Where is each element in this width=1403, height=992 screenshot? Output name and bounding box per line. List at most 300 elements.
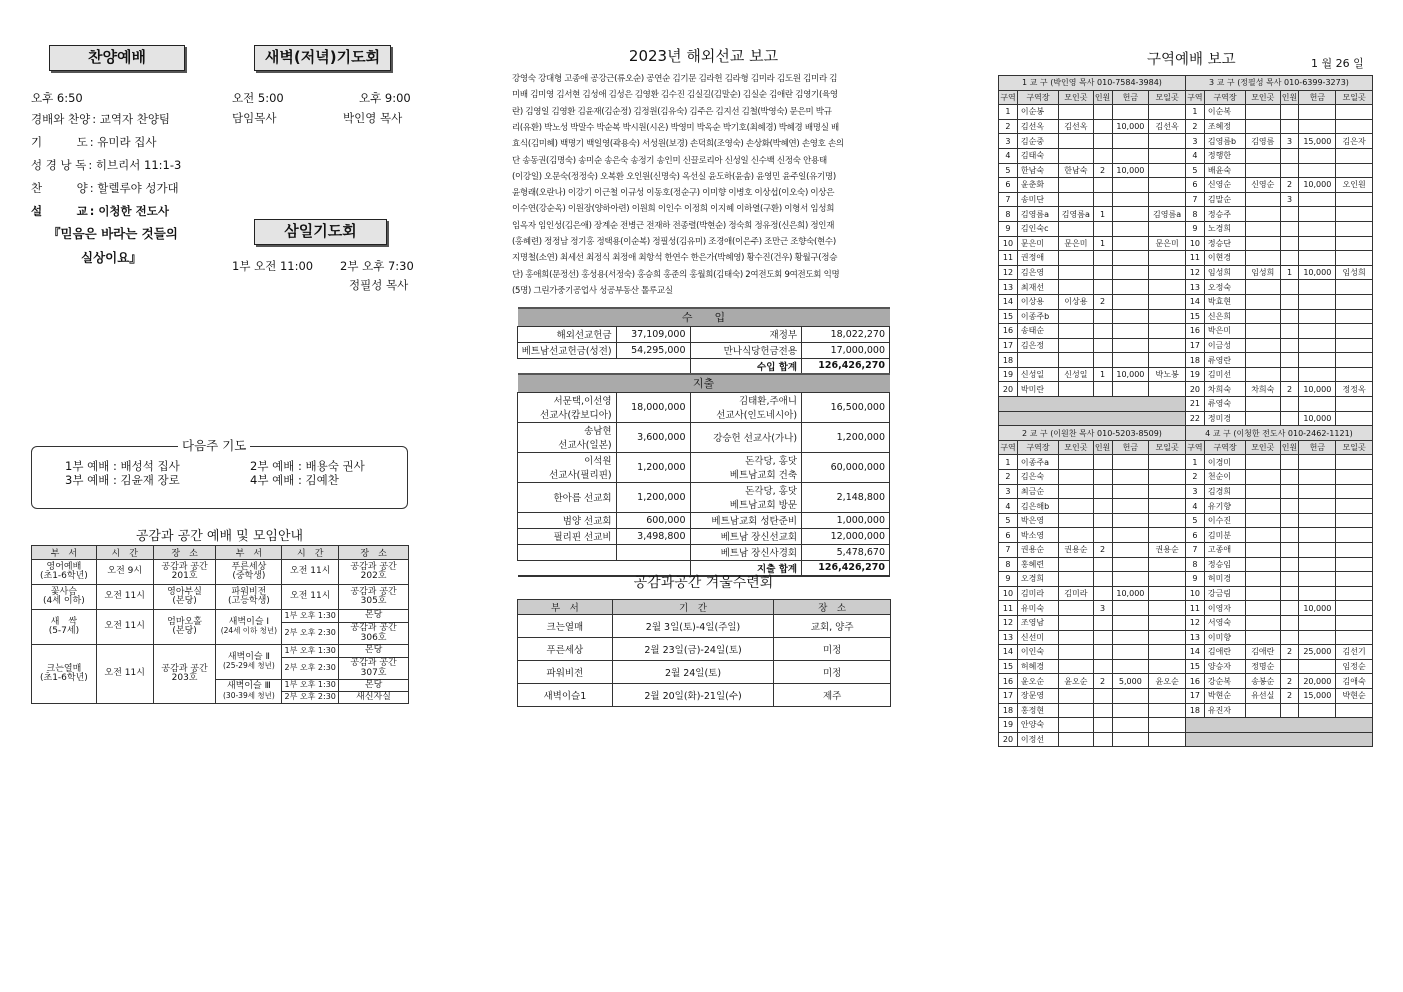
district-cell	[1280, 572, 1299, 587]
expense-value-6: 60,000,000	[802, 452, 890, 482]
district-cell: 송미단	[1017, 192, 1058, 207]
district-cell	[1093, 251, 1112, 266]
district-cell	[1246, 236, 1281, 251]
dawn-leader-2: 박인영 목사	[343, 111, 403, 125]
district-cell	[1336, 513, 1373, 528]
winter-dept-4: 새벽이슬1	[518, 684, 613, 707]
district-cell	[1246, 280, 1281, 295]
district-cell	[1336, 470, 1373, 485]
district-row	[999, 367, 1373, 382]
district-cell	[1336, 324, 1373, 339]
wh-1: 부 서	[518, 600, 613, 615]
district-cell	[1246, 703, 1281, 718]
col-header: 인원	[1093, 90, 1112, 105]
district-cell: 차희숙	[1246, 382, 1281, 397]
district-cell: 이현경	[1204, 251, 1245, 266]
district-cell: 4	[999, 148, 1018, 163]
wh-2: 기 간	[612, 600, 774, 615]
district-cell	[1149, 280, 1186, 295]
sermon-title-1: 『믿음은 바라는 것들의	[48, 226, 178, 241]
district-cell: 8	[1185, 557, 1204, 572]
district-cell	[1112, 630, 1149, 645]
district-cell	[1149, 265, 1186, 280]
district-table	[998, 75, 1373, 747]
expense-value-2: 16,500,000	[802, 392, 890, 422]
district-cell: 15,000	[1299, 134, 1336, 149]
district-cell: 10	[1185, 236, 1204, 251]
district-cell: 박현순	[1336, 688, 1373, 703]
district-cell	[1093, 382, 1112, 397]
district-cell: 신선미	[1017, 630, 1058, 645]
district-cell	[1336, 615, 1373, 630]
mr1-place2: 공감과 공간 202호	[339, 560, 409, 585]
district-cell: 신영순	[1204, 178, 1245, 193]
district-cell	[1093, 615, 1112, 630]
expense-label-4: 강승헌 선교사(가나)	[690, 422, 802, 452]
expense-header: 지출	[518, 374, 890, 392]
mr2-place: 영아부실 (본당)	[153, 585, 216, 610]
col-header: 헌금	[1112, 90, 1149, 105]
district-cell	[1112, 688, 1149, 703]
district-cell: 유진자	[1204, 703, 1245, 718]
district-cell	[1299, 615, 1336, 630]
district-cell: 12	[1185, 265, 1204, 280]
district-cell: 윤오순	[1149, 674, 1186, 689]
district-cell: 양승자	[1204, 659, 1245, 674]
district-cell	[1280, 557, 1299, 572]
district-cell: 20	[1185, 382, 1204, 397]
district-cell: 14	[999, 645, 1018, 660]
district-cell: 유선실	[1246, 688, 1281, 703]
district-cell	[1149, 382, 1186, 397]
district-cell: 신성일	[1017, 367, 1058, 382]
col-header: 모일곳	[1149, 440, 1186, 455]
district-cell	[1149, 221, 1186, 236]
district-cell	[1112, 338, 1149, 353]
mr3-t1: 1부 오후 1:30	[282, 610, 339, 623]
expense-value-13	[616, 544, 690, 560]
district-row	[999, 470, 1373, 485]
mr3-time: 오전 11시	[96, 610, 153, 645]
district-cell: 김순중	[1017, 134, 1058, 149]
district-cell	[1280, 353, 1299, 368]
empty-area	[1185, 732, 1372, 747]
sermon-title-2: 실상이요』	[81, 250, 142, 265]
district-cell	[1299, 294, 1336, 309]
district-cell: 김미분	[1204, 528, 1245, 543]
district-cell	[1112, 265, 1149, 280]
district-cell	[1280, 280, 1299, 295]
worship-line-value: : 이청한 전도사	[89, 204, 169, 218]
mr3-t2: 2부 오후 2:30	[282, 623, 339, 645]
worship-line-label: 기 도	[31, 135, 88, 149]
district-row	[999, 163, 1373, 178]
district-cell	[1149, 163, 1186, 178]
district-cell: 20	[999, 732, 1018, 747]
prayer-1: 1부 예배 : 배성석 집사	[65, 459, 180, 473]
expense-value-3: 3,600,000	[616, 422, 690, 452]
district-cell: 류영숙	[1204, 397, 1245, 412]
district-cell	[1246, 411, 1281, 426]
district-cell: 차희숙	[1204, 382, 1245, 397]
district-cell: 10,000	[1112, 163, 1149, 178]
district-cell	[1299, 484, 1336, 499]
winter-place-2: 미정	[774, 638, 891, 661]
mr3-dept2: 새벽이슬 Ⅰ (24세 이하 청년)	[216, 610, 282, 645]
district-row	[999, 528, 1373, 543]
district-cell	[1017, 353, 1058, 368]
district-cell: 문은미	[1017, 236, 1058, 251]
worship-line-label: 찬 양	[31, 181, 88, 195]
district-row	[999, 557, 1373, 572]
district-cell	[1059, 528, 1094, 543]
expense-label-3: 송남현 선교사(일본)	[518, 422, 617, 452]
district-cell: 윤오순	[1017, 674, 1058, 689]
district-cell	[1246, 338, 1281, 353]
district-cell: 정명순	[1246, 659, 1281, 674]
district-cell	[1299, 207, 1336, 222]
district-cell	[1246, 294, 1281, 309]
district-cell: 10	[999, 236, 1018, 251]
mr5-t1: 1부 오후 1:30	[282, 680, 339, 692]
district-cell	[1112, 484, 1149, 499]
district-cell	[1280, 601, 1299, 616]
dawn-time-2: 오후 9:00	[359, 91, 411, 105]
district-cell: 14	[999, 294, 1018, 309]
district-cell: 이종주b	[1017, 309, 1058, 324]
district-cell	[1149, 528, 1186, 543]
district-cell	[1059, 280, 1094, 295]
district-cell: 권용순	[1017, 543, 1058, 558]
district-cell	[1280, 251, 1299, 266]
district-cell	[1059, 557, 1094, 572]
district-cell: 김영름a	[1017, 207, 1058, 222]
district-cell: 2	[999, 470, 1018, 485]
mission-title: 2023년 해외선교 보고	[628, 47, 779, 65]
mr4-t2: 2부 오후 2:30	[282, 658, 339, 680]
district-cell	[1246, 207, 1281, 222]
district-cell: 권용순	[1149, 543, 1186, 558]
district-cell: 이정선	[1017, 732, 1058, 747]
district-cell	[1336, 557, 1373, 572]
district-cell: 박소영	[1017, 528, 1058, 543]
district-cell	[1093, 470, 1112, 485]
district-cell: 한남숙	[1059, 163, 1094, 178]
wh-3: 장 소	[774, 600, 891, 615]
district-cell: 2	[1280, 382, 1299, 397]
district-cell	[1059, 615, 1094, 630]
district-cell	[1246, 221, 1281, 236]
district-cell	[1336, 353, 1373, 368]
district-cell: 2	[999, 119, 1018, 134]
district-cell	[1246, 105, 1281, 120]
district-cell	[1112, 470, 1149, 485]
dawn-leader-1: 담임목사	[232, 111, 277, 125]
mh-3: 장 소	[153, 546, 216, 560]
district-row	[999, 148, 1373, 163]
mr2-time: 오전 11시	[96, 585, 153, 610]
mr1-dept2: 푸른세상 (중학생)	[216, 560, 282, 585]
district-cell: 안양숙	[1017, 718, 1058, 733]
district-cell: 5	[999, 513, 1018, 528]
district-row	[999, 703, 1373, 718]
winter-dept-1: 크는열매	[518, 615, 613, 638]
district-cell	[1149, 703, 1186, 718]
district-cell	[1280, 499, 1299, 514]
district-cell: 18	[999, 703, 1018, 718]
district-cell: 신성일	[1059, 367, 1094, 382]
worship-line-5	[31, 203, 169, 219]
district-cell	[1093, 688, 1112, 703]
district-cell	[1336, 163, 1373, 178]
district-cell	[1112, 207, 1149, 222]
income-value-4: 17,000,000	[802, 342, 890, 358]
worship-line-value: : 히브리서 11:1-3	[88, 158, 182, 172]
district-cell: 1	[1185, 455, 1204, 470]
district-cell: 유미숙	[1017, 601, 1058, 616]
winter-table	[517, 599, 891, 707]
district-cell: 16	[999, 324, 1018, 339]
district-cell: 3	[1093, 601, 1112, 616]
district-cell	[1336, 601, 1373, 616]
district-cell	[1280, 484, 1299, 499]
income-value-1: 37,109,000	[616, 326, 690, 342]
district-cell	[1149, 309, 1186, 324]
district-cell: 강금림	[1204, 586, 1245, 601]
prayer-4: 4부 예배 : 김예찬	[250, 473, 339, 487]
district-cell	[1299, 236, 1336, 251]
district-cell: 11	[999, 251, 1018, 266]
district-cell	[1059, 703, 1094, 718]
district-row	[999, 659, 1373, 674]
district-cell: 김애란	[1246, 645, 1281, 660]
district-cell	[1093, 148, 1112, 163]
district-cell: 이인숙	[1017, 645, 1058, 660]
district-cell	[1299, 455, 1336, 470]
wed-leader: 정필성 목사	[349, 278, 409, 292]
district-cell	[1059, 309, 1094, 324]
col-header: 인원	[1093, 440, 1112, 455]
district-cell	[1280, 148, 1299, 163]
district-cell: 김애숙	[1336, 674, 1373, 689]
district-cell	[1059, 732, 1094, 747]
winter-date-3: 2월 24일(토)	[612, 661, 774, 684]
district-cell: 19	[999, 718, 1018, 733]
district-cell: 홍정현	[1017, 703, 1058, 718]
district-cell	[1059, 470, 1094, 485]
district-cell	[1093, 732, 1112, 747]
district-cell	[1112, 645, 1149, 660]
district-cell: 2	[1280, 645, 1299, 660]
district-cell	[1149, 615, 1186, 630]
district-cell	[1336, 499, 1373, 514]
expense-value-14: 5,478,670	[802, 544, 890, 560]
district-row	[999, 397, 1373, 412]
district-cell: 16	[1185, 324, 1204, 339]
district-cell	[1059, 645, 1094, 660]
district-cell	[1336, 294, 1373, 309]
district-cell	[1246, 148, 1281, 163]
district-cell	[1093, 455, 1112, 470]
district-cell: 12	[1185, 615, 1204, 630]
winter-date-1: 2월 3일(토)-4일(주일)	[612, 615, 774, 638]
district-report-title: 구역예배 보고	[1147, 52, 1236, 68]
district-cell	[1112, 543, 1149, 558]
district-cell	[1336, 236, 1373, 251]
district-cell: 이상용	[1059, 294, 1094, 309]
empty-area	[999, 411, 1186, 426]
district-cell: 1	[1280, 265, 1299, 280]
district-cell	[1149, 251, 1186, 266]
district-cell: 김은숙	[1017, 470, 1058, 485]
expense-value-7: 1,200,000	[616, 482, 690, 512]
district-cell	[1280, 659, 1299, 674]
district-cell: 권정애	[1017, 251, 1058, 266]
mr4-p2: 공감과 공간 307호	[339, 658, 409, 680]
district-cell: 13	[999, 630, 1018, 645]
mr4-dept: 크는열매 (초1-6학년)	[32, 645, 97, 704]
district-cell	[1280, 221, 1299, 236]
expense-label-13	[518, 544, 617, 560]
district-row	[999, 207, 1373, 222]
district-cell: 10,000	[1299, 265, 1336, 280]
district-cell: 최금순	[1017, 484, 1058, 499]
district-cell	[1112, 732, 1149, 747]
donor-line: 단) 홍애희(문정선) 홍성용(서정숙) 홍승희 홍준의 홍월희(김태숙) 2여전도회 9여전도회 익명	[512, 269, 840, 280]
district-cell: 2	[1280, 178, 1299, 193]
district-row	[999, 674, 1373, 689]
district-cell	[1299, 353, 1336, 368]
district-cell: 13	[1185, 630, 1204, 645]
mr3-dept: 새 싹 (5-7세)	[32, 610, 97, 645]
district-cell	[1246, 484, 1281, 499]
district-cell: 김인숙c	[1017, 221, 1058, 236]
district-cell: 11	[1185, 251, 1204, 266]
district-cell	[1299, 572, 1336, 587]
district-cell	[1149, 178, 1186, 193]
district-cell: 15,000	[1299, 688, 1336, 703]
district-cell: 김선기	[1336, 645, 1373, 660]
district-cell: 이금성	[1204, 338, 1245, 353]
district-cell: 문은미	[1059, 236, 1094, 251]
district-cell	[1336, 528, 1373, 543]
district-cell: 김선옥	[1149, 119, 1186, 134]
district-cell	[1059, 601, 1094, 616]
district-cell	[1112, 148, 1149, 163]
district-cell	[1280, 528, 1299, 543]
district-row	[999, 630, 1373, 645]
district-cell: 16	[1185, 674, 1204, 689]
district-cell	[1246, 309, 1281, 324]
district-cell	[1059, 499, 1094, 514]
district-cell: 8	[1185, 207, 1204, 222]
district-header: 1 교 구 (박인영 목사 010-7584-3984)	[999, 76, 1186, 91]
worship-line-label: 성 경 낭 독	[31, 158, 87, 172]
district-cell: 6	[1185, 178, 1204, 193]
district-cell	[1246, 324, 1281, 339]
district-row	[999, 615, 1373, 630]
district-cell	[1280, 543, 1299, 558]
district-cell: 김경희	[1204, 484, 1245, 499]
district-row	[999, 513, 1373, 528]
district-cell	[1059, 630, 1094, 645]
district-cell: 12	[999, 265, 1018, 280]
mr1-time: 오전 9시	[96, 560, 153, 585]
district-cell	[1246, 630, 1281, 645]
district-cell	[1280, 294, 1299, 309]
expense-label-12: 베트남 장신선교회	[690, 528, 802, 544]
col-header: 모일곳	[1336, 90, 1373, 105]
donor-line: 이수연(강순옥) 이원장(양하아련) 이원희 이인수 이정희 이지혜 이하열(구환) 이형서 임성희	[512, 204, 835, 215]
district-cell: 오경희	[1017, 572, 1058, 587]
district-cell: 신영순	[1246, 178, 1281, 193]
district-cell	[1093, 280, 1112, 295]
district-cell: 4	[999, 499, 1018, 514]
district-cell	[1059, 688, 1094, 703]
district-cell	[1093, 718, 1112, 733]
district-cell	[1093, 484, 1112, 499]
district-cell: 정행한	[1204, 148, 1245, 163]
district-cell	[1246, 499, 1281, 514]
district-cell: 김미라	[1017, 586, 1058, 601]
district-cell	[1112, 353, 1149, 368]
district-cell	[1280, 630, 1299, 645]
district-cell: 5	[1185, 163, 1204, 178]
district-cell	[1280, 338, 1299, 353]
district-cell: 11	[999, 601, 1018, 616]
mr2-dept2: 파워비전 (고등학생)	[216, 585, 282, 610]
expense-total-label: 지출 합계	[690, 560, 802, 576]
col-header: 인원	[1280, 440, 1299, 455]
district-cell: 조혜정	[1204, 119, 1245, 134]
district-cell: 2	[1185, 470, 1204, 485]
district-row	[999, 221, 1373, 236]
district-row	[999, 382, 1373, 397]
district-cell	[1149, 338, 1186, 353]
district-cell: 배윤숙	[1204, 163, 1245, 178]
district-cell: 김영름a	[1059, 207, 1094, 222]
district-cell: 7	[999, 543, 1018, 558]
district-cell: 권용순	[1059, 543, 1094, 558]
district-cell: 14	[1185, 645, 1204, 660]
expense-label-5: 이석원 선교사(필리핀)	[518, 452, 617, 482]
district-cell: 1	[1093, 367, 1112, 382]
mh-5: 시 간	[282, 546, 339, 560]
district-cell	[1336, 119, 1373, 134]
district-cell: 15	[1185, 309, 1204, 324]
district-cell: 18	[1185, 703, 1204, 718]
district-cell	[1336, 251, 1373, 266]
district-cell: 10,000	[1299, 601, 1336, 616]
district-cell	[1246, 543, 1281, 558]
district-cell: 문은미	[1149, 236, 1186, 251]
district-cell: 15	[1185, 659, 1204, 674]
district-cell: 2	[1093, 543, 1112, 558]
district-cell: 이순봉	[1017, 105, 1058, 120]
col-header: 구역	[1185, 440, 1204, 455]
expense-total: 126,426,270	[802, 560, 890, 576]
expense-label-9: 범양 선교회	[518, 512, 617, 528]
district-cell: 7	[1185, 192, 1204, 207]
worship-line-2	[31, 134, 156, 150]
wednesday-prayer-title: 삼일기도회	[254, 219, 387, 245]
col-header: 헌금	[1299, 440, 1336, 455]
district-row	[999, 265, 1373, 280]
district-cell	[1093, 265, 1112, 280]
district-cell	[1093, 119, 1112, 134]
donor-line: 단 송동권(김명숙) 송미순 송은숙 송정기 송인미 신끌로리아 신성일 신수백 신정숙 안용태	[512, 155, 827, 166]
worship-time: 오후 6:50	[31, 91, 83, 105]
